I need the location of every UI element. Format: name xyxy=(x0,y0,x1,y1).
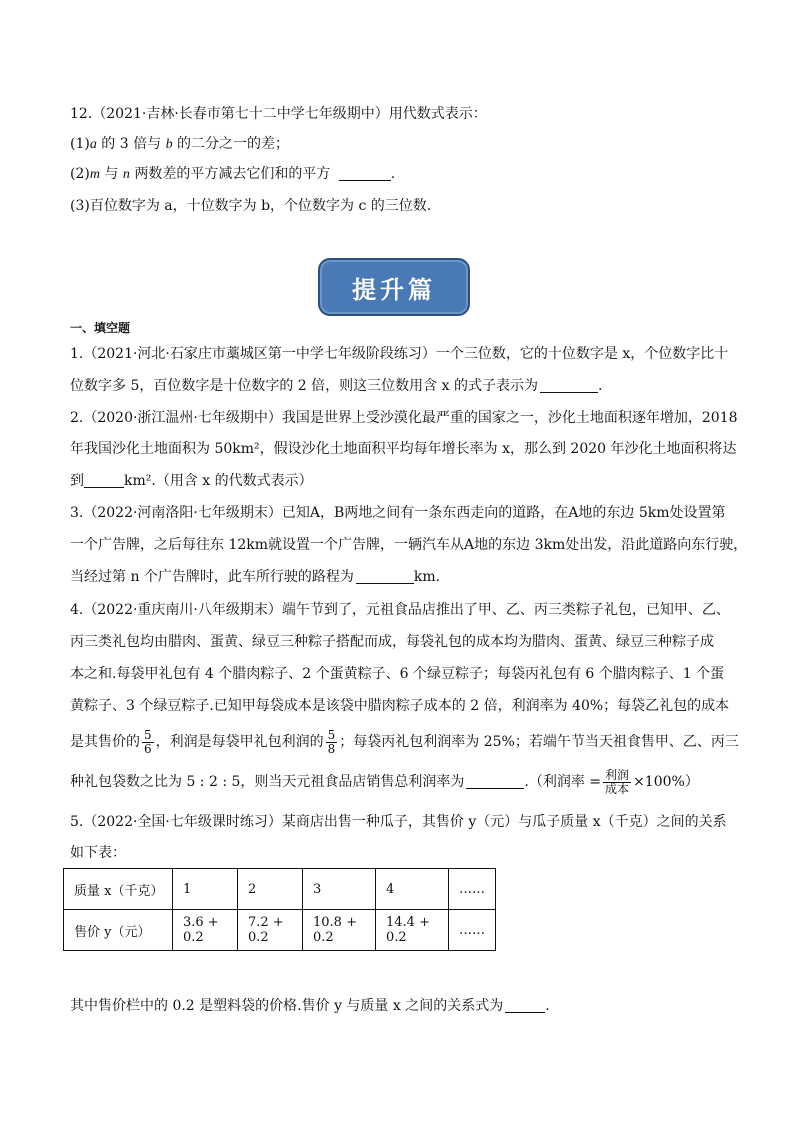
var-a: a xyxy=(89,137,97,152)
q1-line2-tail: . xyxy=(597,378,603,394)
table-cell: 14.4 + 0.2 xyxy=(376,910,449,951)
q5-line3 xyxy=(70,996,550,1016)
q3-line2: 一个广告牌，之后每往东 12km就设置一个广告牌，一辆汽车从A地的东边 3km处出发，沿此道路向东行驶， xyxy=(70,537,748,553)
q4-line1: 4.（2022·重庆南川·八年级期末）端午节到了，元祖食品店推出了甲、乙、丙三类粽子礼包，已知甲、乙、 xyxy=(70,602,730,618)
q12-part1 xyxy=(70,134,289,155)
q1-line2 xyxy=(70,376,602,396)
answer-blank[interactable] xyxy=(540,378,598,393)
q4-line5-a: 是其售价的 xyxy=(70,734,140,750)
q4-line4: 黄粽子、3 个绿豆粽子.已知甲每袋成本是该袋中腊肉粽子成本的 2 倍，利润率为 40%；每袋乙礼包的成本 xyxy=(70,698,730,714)
q3-line1: 3.（2022·河南洛阳·七年级期末）已知A，B两地之间有一条东西走向的道路，在A地的东边 5km处设置第 xyxy=(70,505,726,521)
q3-line3-a: 当经过第 n 个广告牌时，此车所行驶的路程为 xyxy=(70,569,354,585)
var-b: b xyxy=(165,137,173,152)
q1-line1: 1.（2021·河北·石家庄市藁城区第一中学七年级阶段练习）一个三位数，它的十位数字是 x，个位数字比十 xyxy=(70,346,729,362)
q2-line3-b: km².（用含 x 的代数式表示） xyxy=(124,473,313,489)
var-n: n xyxy=(122,167,130,182)
answer-blank[interactable] xyxy=(84,473,124,488)
fraction-profit-cost xyxy=(603,769,631,796)
q2-line3-a: 到 xyxy=(70,473,84,489)
q12-part3: (3)百位数字为 a，十位数字为 b，个位数字为 c 的三位数. xyxy=(70,198,432,214)
q4-line6 xyxy=(70,764,699,800)
table-cell: …… xyxy=(449,869,496,910)
q12-part2-tail: . xyxy=(390,166,396,182)
table-cell: 1 xyxy=(173,869,238,910)
q4-line5-b: ，利润是每袋甲礼包利润的 xyxy=(155,734,324,750)
q4-line3: 本之和.每袋甲礼包有 4 个腊肉粽子、2 个蛋黄粽子、6 个绿豆粽子；每袋丙礼包有 6 个腊肉粽子、1 个蛋 xyxy=(70,666,725,682)
fraction-numerator: 5 xyxy=(327,727,336,742)
q4-line5 xyxy=(70,724,739,760)
q4-line6-a: 种礼包袋数之比为 5 : 2 : 5，则当天元祖食品店销售总利润率为 xyxy=(70,774,465,790)
table-cell: 4 xyxy=(376,869,449,910)
answer-blank[interactable] xyxy=(356,569,414,584)
q5-line2: 如下表： xyxy=(70,845,126,861)
table-row xyxy=(64,869,496,910)
var-m: m xyxy=(89,167,100,182)
q2-line3 xyxy=(70,471,313,491)
fraction-5-6 xyxy=(142,729,154,756)
table-cell: 3.6 + 0.2 xyxy=(173,910,238,951)
section-banner: 提升篇 xyxy=(318,258,470,316)
table-cell: 质量 x（千克） xyxy=(64,869,173,910)
q12-part1-mid: 的 3 倍与 xyxy=(96,136,166,152)
table-row xyxy=(64,910,496,951)
table-cell: 3 xyxy=(303,869,376,910)
fraction-numerator: 利润 xyxy=(605,767,630,782)
q3-line3 xyxy=(70,567,440,587)
q12-part2-end: 两数差的平方减去它们和的平方 xyxy=(129,166,331,182)
q12-part2 xyxy=(70,164,395,185)
q3-line3-b: km. xyxy=(413,569,441,585)
q2-line2: 年我国沙化土地面积为 50km²，假设沙化土地面积平均每年增长率为 x，那么到 2020 年沙化土地面积将达 xyxy=(70,441,737,457)
q4-line2: 丙三类礼包均由腊肉、蛋黄、绿豆三种粽子搭配而成，每袋礼包的成本均为腊肉、蛋黄、绿豆三种粽子成 xyxy=(70,634,714,650)
q5-line3-b: . xyxy=(545,998,550,1014)
q12-part2-label: (2) xyxy=(70,166,90,182)
fraction-denominator: 6 xyxy=(144,741,152,756)
answer-blank[interactable] xyxy=(339,166,391,181)
q5-line1: 5.（2022·全国·七年级课时练习）某商店出售一种瓜子，其售价 y（元）与瓜子质量 x（千克）之间的关系 xyxy=(70,814,727,830)
q12-header: 12.（2021·吉林·长春市第七十二中学七年级期中）用代数式表示： xyxy=(70,106,487,122)
q1-line2-text: 位数字多 5，百位数字是十位数字的 2 倍，则这三位数用含 x 的式子表示为 xyxy=(70,378,538,394)
table-cell: …… xyxy=(449,910,496,951)
q4-line6-b: .（利润率 = xyxy=(524,774,602,790)
q4-line5-c: ；每袋丙礼包利润率为 25%；若端午节当天祖食售甲、乙、丙三 xyxy=(339,734,739,750)
table-cell: 7.2 + 0.2 xyxy=(238,910,303,951)
answer-blank[interactable] xyxy=(505,998,545,1013)
q12-part1-end: 的二分之一的差； xyxy=(172,136,290,152)
price-table xyxy=(63,868,496,951)
q5-line3-a: 其中售价栏中的 0.2 是塑料袋的价格.售价 y 与质量 x 之间的关系式为 xyxy=(70,998,504,1014)
table-cell: 售价 y（元） xyxy=(64,910,173,951)
fraction-5-8 xyxy=(326,729,338,756)
answer-blank[interactable] xyxy=(466,774,524,789)
q12-part1-label: (1) xyxy=(70,136,90,152)
section-title: 一、填空题 xyxy=(70,321,131,335)
q4-line6-c: ×100%） xyxy=(633,774,699,790)
q2-line1: 2.（2020·浙江温州·七年级期中）我国是世界上受沙漠化最严重的国家之一，沙化土地面积逐年增加，2018 xyxy=(70,410,738,426)
table-cell: 2 xyxy=(238,869,303,910)
fraction-denominator: 成本 xyxy=(605,781,630,796)
fraction-numerator: 5 xyxy=(144,727,152,742)
q12-part2-mid: 与 xyxy=(99,166,123,182)
table-cell: 10.8 + 0.2 xyxy=(303,910,376,951)
fraction-denominator: 8 xyxy=(327,741,336,756)
